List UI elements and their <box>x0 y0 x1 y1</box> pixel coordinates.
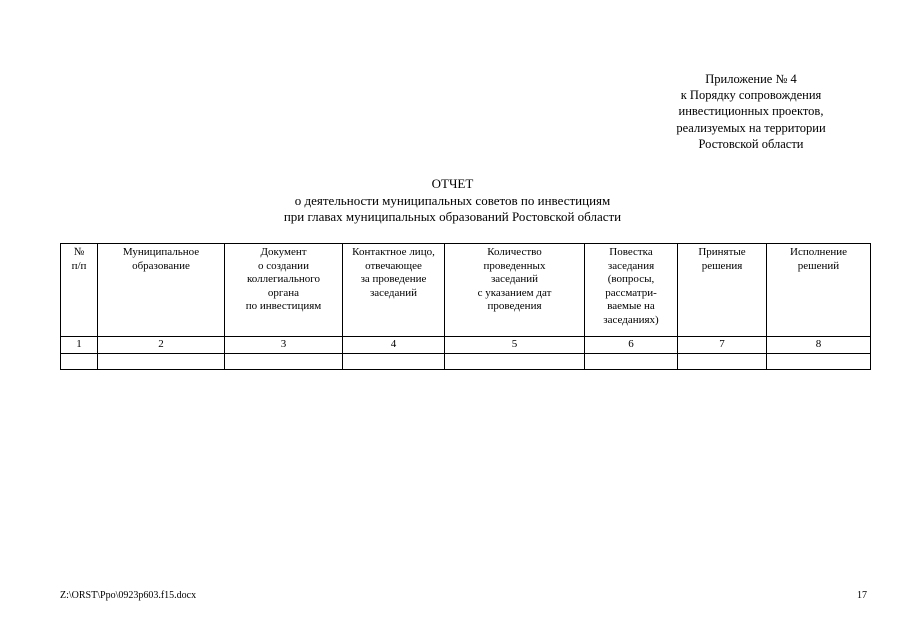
column-number-cell: 3 <box>225 337 343 354</box>
empty-cell <box>225 354 343 370</box>
empty-cell <box>767 354 871 370</box>
report-subtitle-line: о деятельности муниципальных советов по инвестициям <box>294 192 611 208</box>
column-number-cell: 1 <box>61 337 98 354</box>
empty-cell <box>61 354 98 370</box>
report-table <box>60 243 871 370</box>
header-cell-contact-person: Контактное лицо, отвечающее за проведение заседаний <box>343 244 445 337</box>
report-subtitle-line: при главах муниципальных образований Ростовской области <box>283 209 622 224</box>
appendix-line: Приложение № 4 <box>705 72 797 86</box>
column-number-cell: 8 <box>767 337 871 354</box>
header-cell-municipality: Муниципальное образование <box>98 244 225 337</box>
column-number-cell: 6 <box>585 337 678 354</box>
empty-cell <box>585 354 678 370</box>
header-cell-number: № п/п <box>61 244 98 337</box>
appendix-line: Ростовской области <box>698 136 804 151</box>
column-number-row <box>61 337 871 354</box>
report-title-block <box>165 176 740 226</box>
empty-data-row <box>61 354 871 370</box>
appendix-line: к Порядку сопровождения <box>680 88 822 103</box>
appendix-line: реализуемых на территории <box>676 120 826 135</box>
report-title: ОТЧЕТ <box>431 176 474 191</box>
appendix-line: инвестиционных проектов, <box>678 104 824 119</box>
table-header-row <box>61 244 871 337</box>
column-number-cell: 4 <box>343 337 445 354</box>
header-cell-decisions: Принятые решения <box>678 244 767 337</box>
column-number-cell: 7 <box>678 337 767 354</box>
header-cell-execution: Исполнение решений <box>767 244 871 337</box>
empty-cell <box>445 354 585 370</box>
footer-page-number: 17 <box>857 590 867 601</box>
empty-cell <box>678 354 767 370</box>
column-number-cell: 5 <box>445 337 585 354</box>
header-cell-meeting-count: Количество проведенных заседаний с указанием дат проведения <box>445 244 585 337</box>
appendix-heading <box>640 71 862 152</box>
header-cell-document: Документ о создании коллегиального органа по инвестициям <box>225 244 343 337</box>
empty-cell <box>98 354 225 370</box>
footer-file-path: Z:\ORST\Ppo\0923p603.f15.docx <box>60 590 197 601</box>
header-cell-agenda: Повестка заседания (вопросы, рассматри- ваемые на заседаниях) <box>585 244 678 337</box>
empty-cell <box>343 354 445 370</box>
column-number-cell: 2 <box>98 337 225 354</box>
